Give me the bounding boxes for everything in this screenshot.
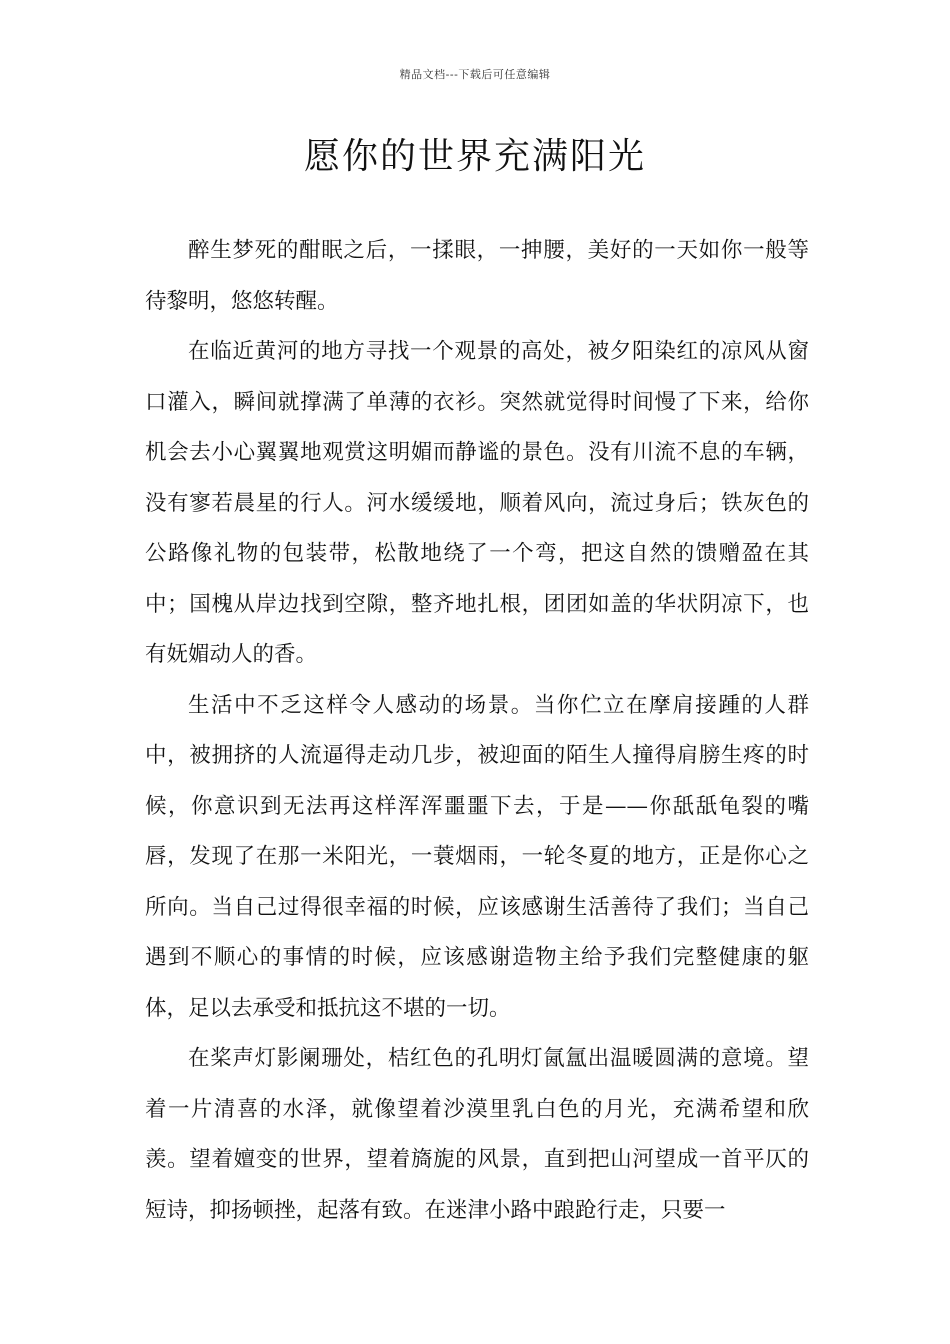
paragraph: 生活中不乏这样令人感动的场景。当你伫立在摩肩接踵的人群中，被拥挤的人流逼得走动几步，被迎面的陌生人撞得肩膀生疼的时候，你意识到无法再这样浑浑噩噩下去，于是——你舐舐龟裂的嘴唇，发现了在那一米阳光，一蓑烟雨，一轮冬夏的地方，正是你心之所向。当自己过得很幸福的时候，应该感谢生活善待了我们；当自己遇到不顺心的事情的时候，应该感谢造物主给予我们完整健康的躯体，足以去承受和抵抗这不堪的一切。 — [145, 692, 809, 1021]
paragraph: 在临近黄河的地方寻找一个观景的高处，被夕阳染红的凉风从窗口灌入，瞬间就撑满了单薄的衣衫。突然就觉得时间慢了下来，给你机会去小心翼翼地观赏这明媚而静谧的景色。没有川流不息的车辆，没有寥若晨星的行人。河水缓缓地，顺着风向，流过身后；铁灰色的公路像礼物的包装带，松散地绕了一个弯，把这自然的馈赠盈在其中；国槐从岸边找到空隙，整齐地扎根，团团如盖的华状阴凉下，也有妩媚动人的香。 — [145, 339, 809, 667]
paragraph: 醉生梦死的酣眠之后，一揉眼，一抻腰，美好的一天如你一般等待黎明，悠悠转醒。 — [145, 238, 809, 314]
article-body — [145, 226, 809, 1236]
article-title: 愿你的世界充满阳光 — [303, 136, 646, 177]
header-note: 精品文档---下载后可任意编辑 — [399, 68, 551, 81]
paragraph: 在桨声灯影阑珊处，桔红色的孔明灯氤氲出温暖圆满的意境。望着一片清喜的水泽，就像望着沙漠里乳白色的月光，充满希望和欣羡。望着嬗变的世界，望着旖旎的风景，直到把山河望成一首平仄的短诗，抑扬顿挫，起落有致。在迷津小路中踉跄行走，只要一 — [145, 1046, 809, 1223]
